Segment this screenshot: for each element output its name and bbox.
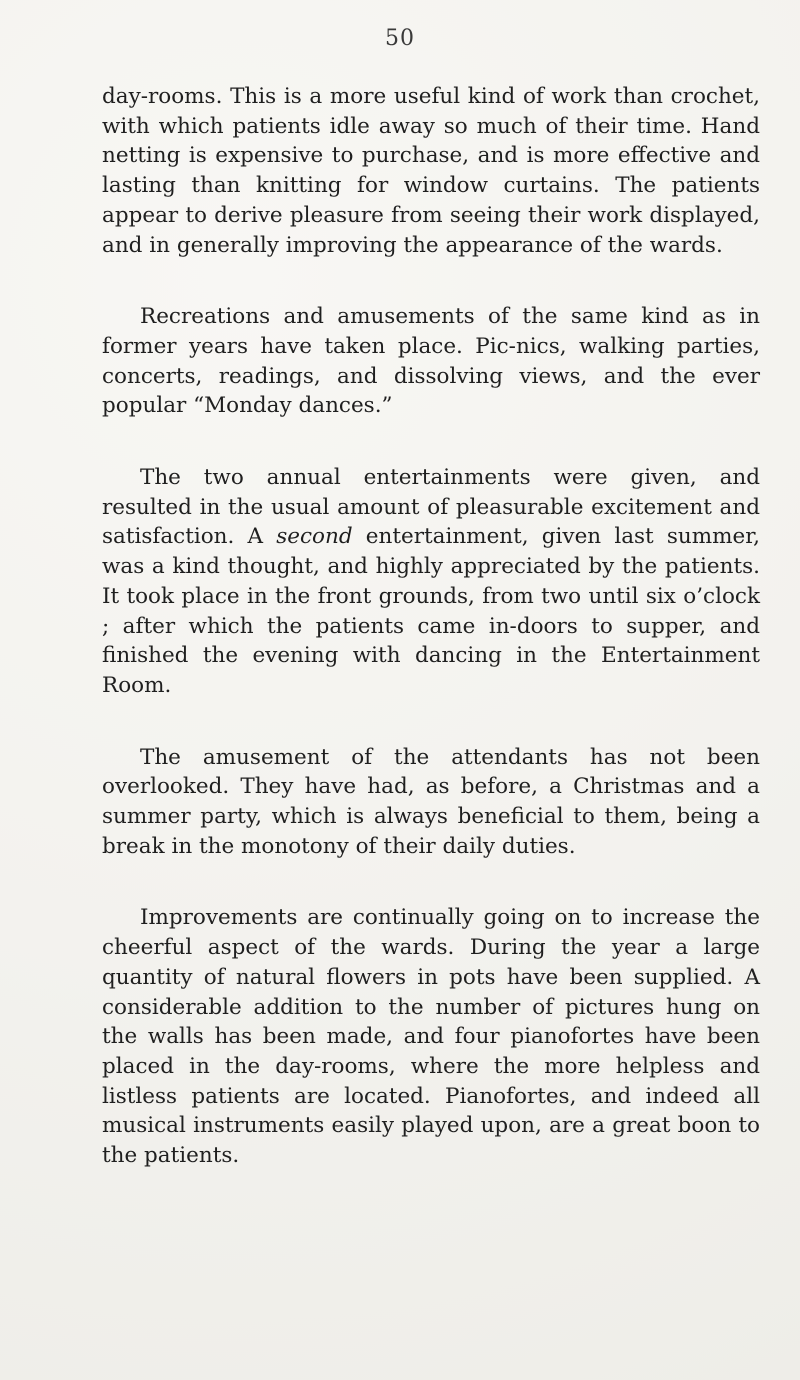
body-text <box>102 82 760 1171</box>
page-number: 50 <box>385 26 415 51</box>
paragraph-day-rooms: day-rooms. This is a more useful kind of work than crochet, with which patients idle away so much of their time. Hand netting is expensive to purchase, and is more effective and lasting than knitting for window curtains. The patients appear to derive pleasure from seeing their work displayed, and in generally improving the appearance of the wards. <box>102 84 760 258</box>
paragraph-entertainments-before-em: The two annual entertainments were given, and resulted in the usual amount of pleasurable excitement and satisfaction. A <box>102 465 760 550</box>
emphasis-second: second <box>276 524 353 550</box>
paragraph-entertainments-after-em: entertainment, given last summer, was a kind thought, and highly appreciated by the patients. It took place in the front grounds, from two until six o’clock ; after which the patients came in-doors to supper, and finished the evening with dancing in the Entertainment Room. <box>102 524 760 698</box>
paragraph-improvements: Improvements are continually going on to increase the cheerful aspect of the wards. During the year a large quantity of natural flowers in pots have been supplied. A considerable addition to the number of pictures hung on the walls has been made, and four pianofortes have been placed in the day-rooms, where the more helpless and listless patients are located. Pianofortes, and indeed all musical instruments easily played upon, are a great boon to the patients. <box>102 905 760 1169</box>
paragraph-attendants: The amusement of the attendants has not been overlooked. They have had, as before, a Christmas and a summer party, which is always beneficial to them, being a break in the monotony of their daily duties. <box>102 744 760 859</box>
paragraph-entertainments <box>102 463 760 701</box>
paragraph-recreations: Recreations and amusements of the same kind as in former years have taken place. Pic-nics, walking parties, concerts, readings, and dissolving views, and the ever popular “Monday dances.” <box>102 304 760 419</box>
